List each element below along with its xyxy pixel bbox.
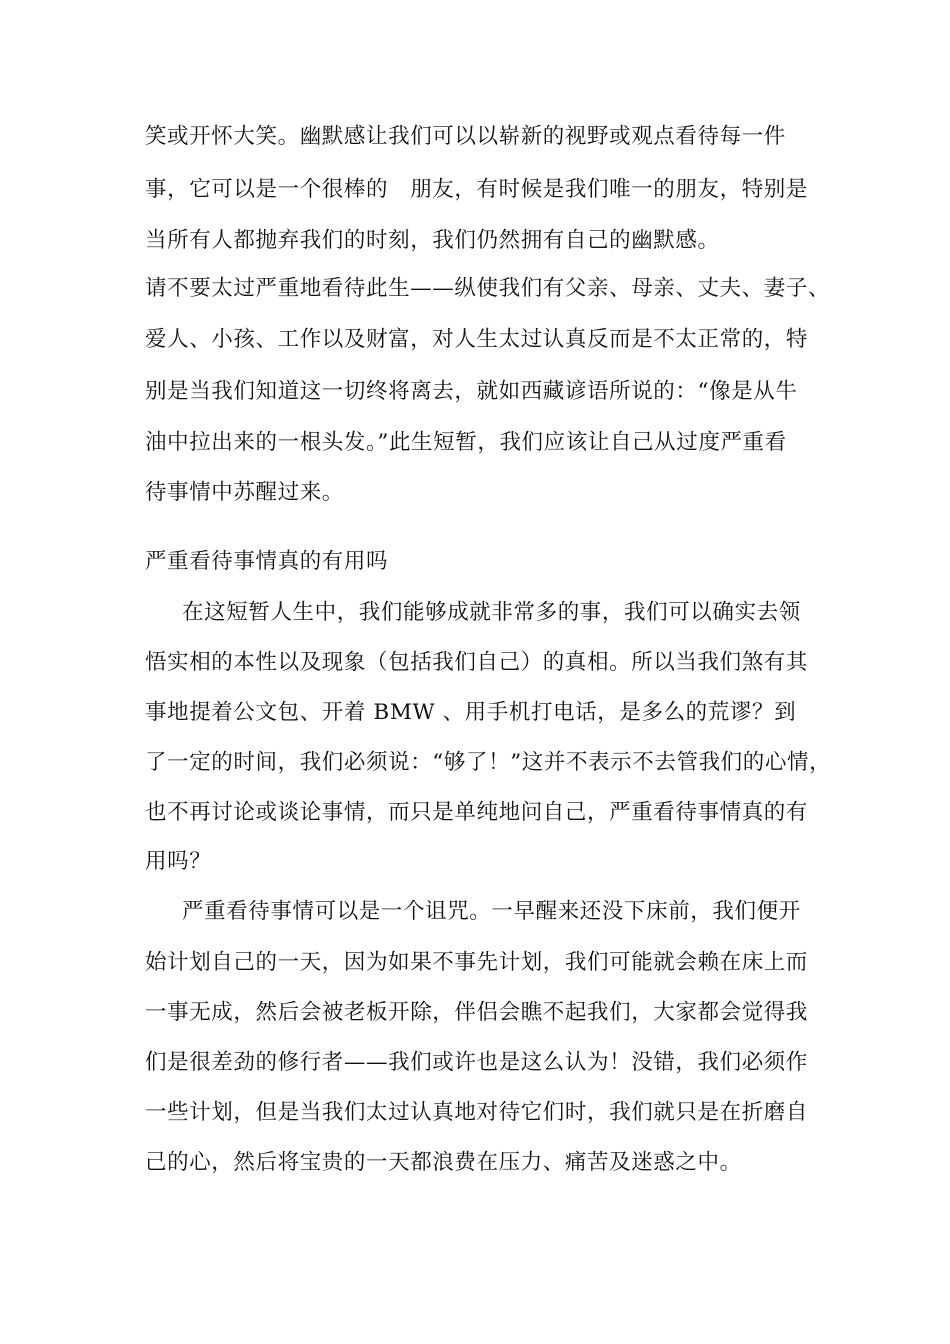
text-line: 油中拉出来的一根头发。”此生短暂，我们应该让自己从过度严重看 [145, 430, 787, 455]
text-line: 笑或开怀大笑。幽默感让我们可以以崭新的视野或观点看待每一件 [145, 124, 786, 149]
text-line: 爱人、小孩、工作以及财富，对人生太过认真反而是不太正常的，特 [145, 327, 809, 352]
section-heading: 严重看待事情真的有用吗 [145, 549, 389, 574]
text-line: 请不要太过严重地看待此生——纵使我们有父亲、母亲、丈夫、妻子、 [145, 276, 831, 301]
text-line: 事地提着公文包、开着 BMW 、用手机打电话，是多么的荒谬？到 [145, 700, 797, 725]
text-line: 严重看待事情可以是一个诅咒。一早醒来还没下床前，我们便开 [182, 899, 801, 924]
text-line: 别是当我们知道这一切终将离去，就如西藏谚语所说的：“像是从牛 [145, 379, 798, 404]
text-line: 当所有人都抛弃我们的时刻，我们仍然拥有自己的幽默感。 [145, 228, 720, 253]
text-line: 了一定的时间，我们必须说：“够了！”这并不表示不去管我们的心情， [145, 750, 832, 775]
text-line: 待事情中苏醒过来。 [145, 480, 344, 505]
text-line: 也不再讨论或谈论事情，而只是单纯地问自己，严重看待事情真的有 [145, 800, 809, 825]
text-line: 一事无成，然后会被老板开除，伴侣会瞧不起我们，大家都会觉得我 [145, 1000, 809, 1025]
text-line: 们是很差劲的修行者——我们或许也是这么认为！没错，我们必须作 [145, 1050, 809, 1075]
text-line: 事，它可以是一个很棒的 朋友，有时候是我们唯一的朋友，特别是 [145, 177, 809, 202]
text-line: 一些计划，但是当我们太过认真地对待它们时，我们就只是在折磨自 [145, 1100, 809, 1125]
text-line: 在这短暂人生中，我们能够成就非常多的事，我们可以确实去领 [182, 600, 801, 625]
text-line: 己的心，然后将宝贵的一天都浪费在压力、痛苦及迷惑之中。 [145, 1150, 742, 1175]
text-line: 始计划自己的一天，因为如果不事先计划，我们可能就会赖在床上而 [145, 950, 809, 975]
text-line: 用吗？ [145, 849, 212, 874]
text-line: 悟实相的本性以及现象（包括我们自己）的真相。所以当我们煞有其 [145, 650, 809, 675]
